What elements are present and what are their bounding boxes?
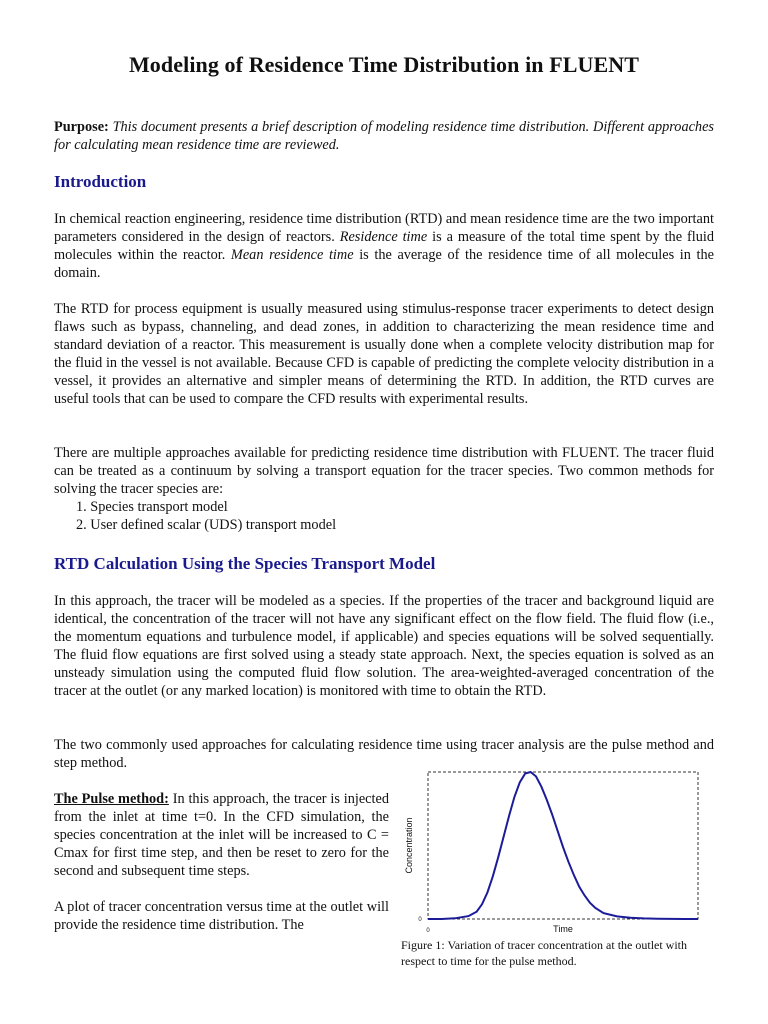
- intro-paragraph-1: [54, 210, 714, 282]
- species-paragraph-4: A plot of tracer concentration versus time at the outlet will provide the residence time distribution. The: [54, 899, 389, 933]
- species-paragraph-2: The two commonly used approaches for calculating residence time using tracer analysis are the pulse method and step method.: [54, 737, 714, 771]
- tracer-methods-list: [76, 498, 336, 534]
- purpose-paragraph: [54, 118, 714, 154]
- document-title: Modeling of Residence Time Distribution in FLUENT: [128, 52, 640, 77]
- chart-y-tick-label: 0: [418, 917, 422, 923]
- chart-x-axis-label: Time: [553, 924, 573, 934]
- pulse-method-text: In this approach, the tracer is injected from the inlet at time t=0. In the CFD simulation, the species concentration at the inlet will be increased to C = Cmax for first time step, and then be reset to zero for the second and subsequent time steps.: [54, 791, 389, 879]
- intro-paragraph-3: There are multiple approaches available for predicting residence time distribution with FLUENT. The tracer fluid can be treated as a continuum by solving a transport equation for the tracer species. Two common methods for solving the tracer species are:: [54, 445, 714, 497]
- intro-p1-part-b: is a measure of the total time spent by the fluid molecules within the reactor.: [54, 229, 714, 263]
- intro-p1-part-a: In chemical reaction engineering, residence time distribution (RTD) and mean residence time are the two important parameters considered in the design of reactors.: [54, 211, 714, 245]
- species-paragraph-1: In this approach, the tracer will be modeled as a species. If the properties of the tracer and background liquid are identical, the concentration of the tracer will not have any significant effect on the flow field. The fluid flow (i.e., the momentum equations and turbulence model, if applicable) and species equations will be solved sequentially. The fluid flow equations are first solved using a steady state approach. Next, the species equation is solved as an unsteady simulation using the computed fluid flow solution. The area-weighted-averaged concentration of the tracer at the outlet (or any marked location) is monitored with time to obtain the RTD.: [54, 593, 714, 699]
- chart-series-line-tracer-concentration: [428, 772, 698, 919]
- pulse-method-label: The Pulse method:: [54, 791, 169, 807]
- chart-y-axis-label: Concentration: [404, 817, 414, 874]
- intro-p1-emphasis-1: Residence time: [339, 229, 428, 245]
- pulse-method-paragraph: [54, 790, 389, 880]
- list-item: 2. User defined scalar (UDS) transport model: [76, 517, 337, 533]
- purpose-label: Purpose:: [54, 119, 109, 135]
- chart-x-tick-label: 0: [426, 928, 430, 934]
- list-item: 1. Species transport model: [76, 499, 228, 515]
- intro-paragraph-2: The RTD for process equipment is usually measured using stimulus-response tracer experiments to detect design flaws such as bypass, channeling, and dead zones, in addition to characterizing the mean residence time and standard deviation of a reactor. This measurement is usually done when a complete velocity distribution map for the fluid in the vessel is not available. Because CFD is capable of predicting the complete velocity distribution in a vessel, it provides an alternative and simpler means of determining the RTD. In addition, the RTD curves are useful tools that can be used to compare the CFD results with experimental results.: [54, 301, 714, 407]
- intro-p1-part-c: is the average of the residence time of all molecules in the domain.: [54, 247, 714, 281]
- figure-caption: Figure 1: Variation of tracer concentration at the outlet with respect to time for the pulse method.: [401, 938, 688, 968]
- introduction-heading: Introduction: [54, 172, 147, 191]
- purpose-text: This document presents a brief description of modeling residence time distribution. Different approaches for calculating mean residence time are reviewed.: [54, 119, 714, 153]
- species-section-heading: RTD Calculation Using the Species Transport Model: [54, 554, 436, 573]
- intro-p1-emphasis-2: Mean residence time: [230, 247, 354, 263]
